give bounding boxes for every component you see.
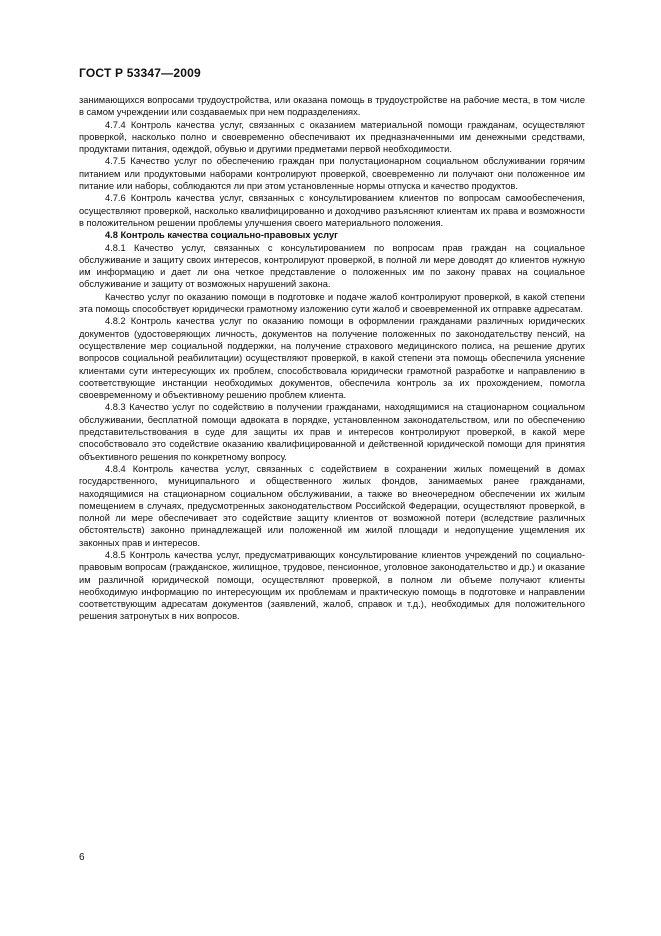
document-body bbox=[79, 94, 585, 623]
paragraph-4-7-4: 4.7.4 Контроль качества услуг, связанных с оказанием материальной помощи гражданам, осуществляют проверкой, насколько полно и своевременно обеспечивают их предназначенными им денежными средствами, продуктами питания, одеждой, обувью и другими предметами первой необходимости. bbox=[79, 119, 585, 155]
paragraph-4-7-6: 4.7.6 Контроль качества услуг, связанных с консультированием клиентов по вопросам самообеспечения, осуществляют проверкой, насколько квалифицированно и доходчиво разъясняют клиентам их права и возможности в положительном решении проблемы улучшения своего материального положения. bbox=[79, 193, 585, 228]
paragraph-4-8-4: 4.8.4 Контроль качества услуг, связанных с содействием в сохранении жилых помещений в домах государственного, муниципального и общественного жилых фондов, занимаемых ранее гражданами, находящимися на стационарном социальном обслуживании, а также во внеочередном обеспечении их жилым помещением в случаях, предусмотренных законодательством Российской Федерации, осуществляют проверкой, в полной ли мере обеспечивает это содействие защиту клиентов от возможной потери (вследствие различных обстоятельств) законно принадлежащей или положенной им жилой площади и недопущение ущемления их законных прав и интересов. bbox=[79, 463, 585, 548]
paragraph-4-8-3: 4.8.3 Качество услуг по содействию в получении гражданами, находящимися на стационарном социальном обслуживании, бесплатной помощи адвоката в порядке, установленном законодательством, или по обеспечению представительствования в суде для защиты их прав и интересов контролируют проверкой, в какой мере способствовало это содействие оказанию квалифицированной и действенной юридической помощи для принятия объективного решения по конкретному вопросу. bbox=[79, 402, 585, 462]
standard-header: ГОСТ Р 53347—2009 bbox=[79, 66, 201, 80]
paragraph-4-7-5: 4.7.5 Качество услуг по обеспечению граждан при полустационарном социальном обслуживании горячим питанием или продуктовыми наборами контролируют проверкой, своевременно ли получают они положенное им питание или наборы, соблюдаются ли при этом установленные нормы отпуска и качество продуктов. bbox=[79, 156, 585, 192]
section-heading-4-8: 4.8 Контроль качества социально-правовых услуг bbox=[105, 230, 339, 241]
paragraph-4-8-1: 4.8.1 Качество услуг, связанных с консультированием по вопросам прав граждан на социальное обслуживание и защиту своих интересов, контролируют проверкой, в полной ли мере доводят до клиентов нужную им информацию и дает ли она четкое представление о положенных им по закону правах на социальное обслуживание и защиту от возможных нарушений закона. bbox=[79, 242, 585, 290]
paragraph-4-8-2: 4.8.2 Контроль качества услуг по оказанию помощи в оформлении гражданами различных юридических документов (удостоверяющих личность, документов на получение положенных по законодательству пенсий, на осуществление мер социальной поддержки, на получение страхового медицинского полиса, на решение других вопросов социальной реабилитации) осуществляют проверкой, в какой степени эта помощь обеспечила уяснение клиентами сути интересующих их проблем, способствовала юридически грамотной разработке и направлению в соответствующие инстанции необходимых документов, обеспечила контроль за их прохождением, помогла своевременному и объективному решению проблем клиента. bbox=[79, 316, 585, 401]
paragraph-4-8-5: 4.8.5 Контроль качества услуг, предусматривающих консультирование клиентов учреждений по социально-правовым вопросам (гражданское, жилищное, трудовое, пенсионное, уголовное законодательство и др.) и оказание им различной юридической помощи, осуществляют проверкой, в полном ли объеме получают клиенты необходимую информацию по интересующим их проблемам и практическую помощь в подготовке и направлении соответствующим адресатам документов (заявлений, жалоб, справок и т.д.), необходимых для положительного решения затронутых в них вопросов. bbox=[79, 549, 585, 622]
paragraph-continuation: занимающихся вопросами трудоустройства, или оказана помощь в трудоустройстве на рабочие места, в том числе в самом учреждении или создаваемых при нем подразделениях. bbox=[79, 95, 585, 118]
paragraph-4-8-1-complaints: Качество услуг по оказанию помощи в подготовке и подаче жалоб контролируют проверкой, в какой степени эта помощь способствует юридически грамотному изложению сути жалоб и своевременной их отправке адресатам. bbox=[79, 291, 585, 315]
page-number: 6 bbox=[79, 852, 85, 863]
